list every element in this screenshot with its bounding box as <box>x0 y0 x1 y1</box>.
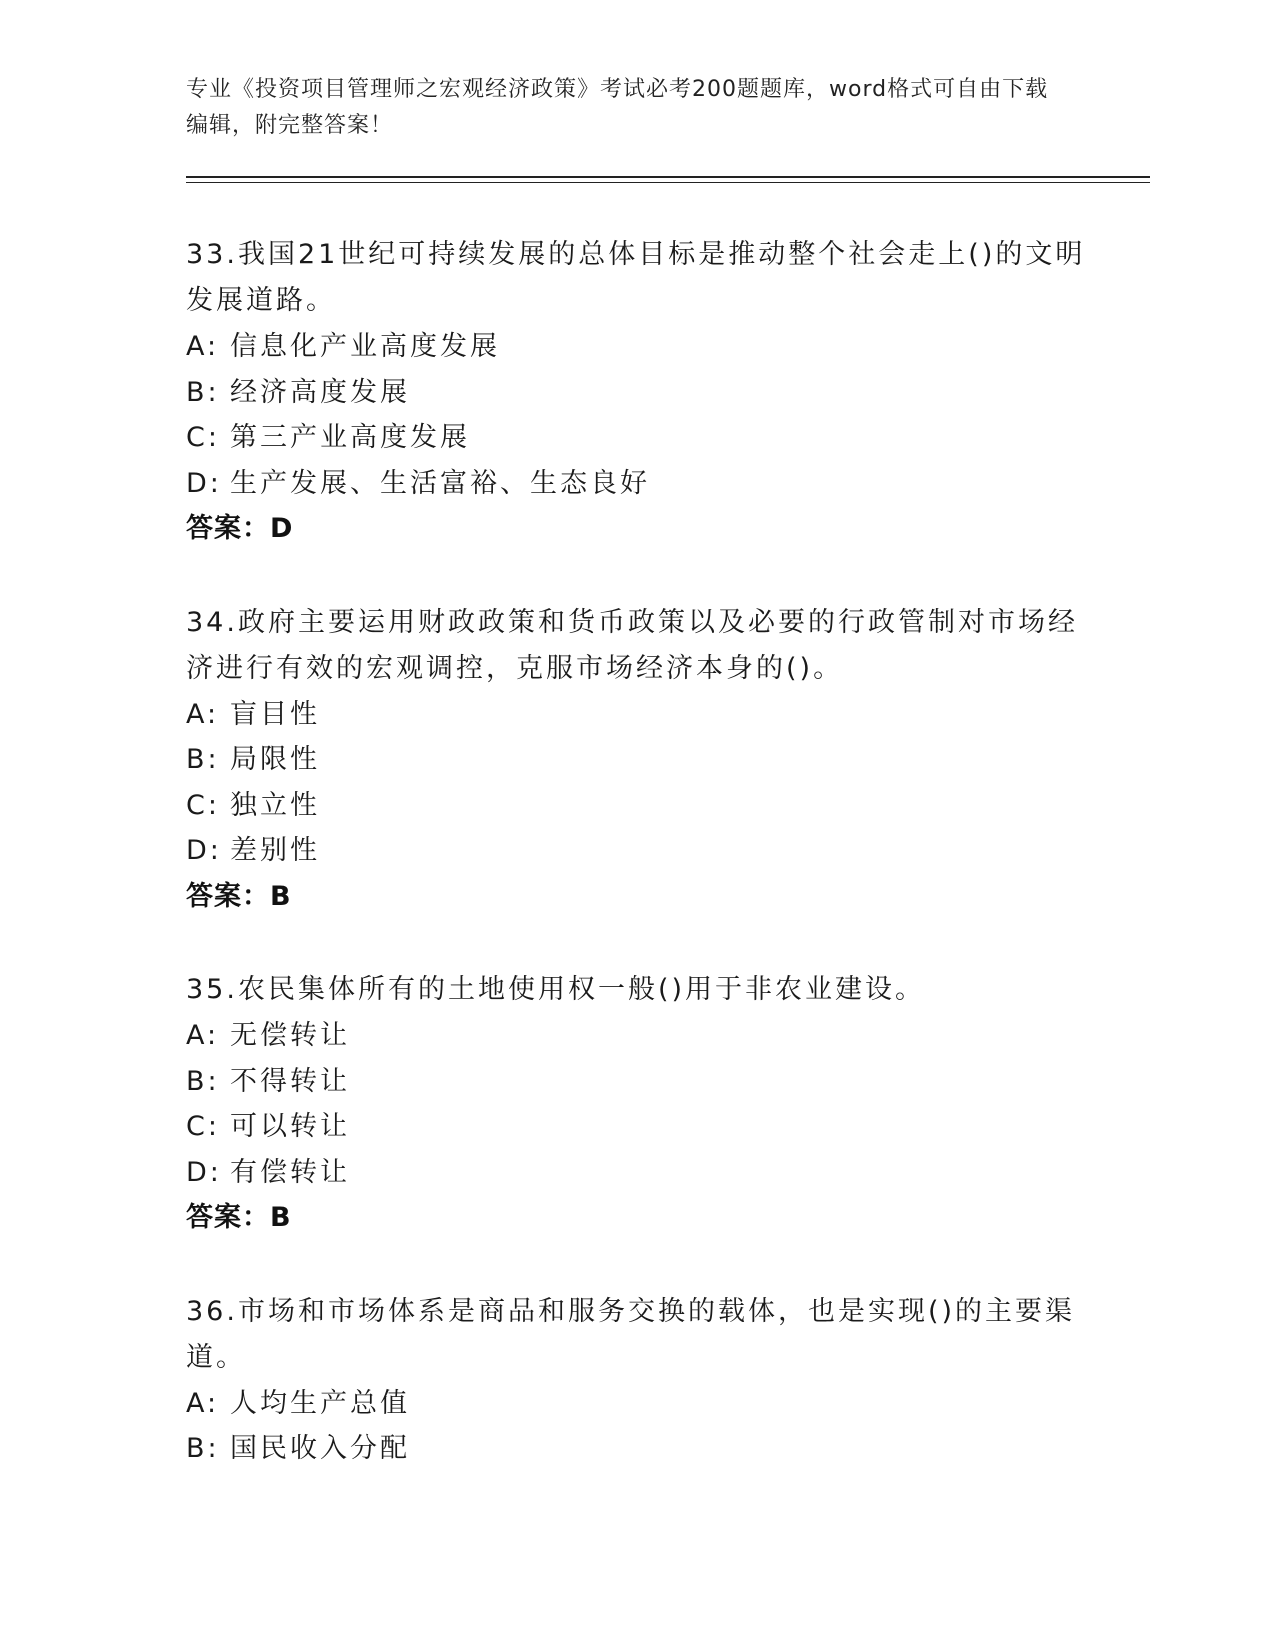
document-header: 专业《投资项目管理师之宏观经济政策》考试必考200题题库，word格式可自由下载编辑，附完整答案！ <box>186 77 1049 138</box>
option-text: 信息化产业高度发展 <box>230 331 500 362</box>
option-text: 盲目性 <box>230 698 320 730</box>
answer-line: 答案：B <box>186 1202 292 1233</box>
answer-line: 答案：B <box>186 880 292 912</box>
option-d <box>186 1150 1086 1196</box>
question-34 <box>186 600 1086 920</box>
option-a <box>186 1381 1086 1427</box>
option-text: 有偿转让 <box>230 1156 350 1188</box>
option-key: A: <box>186 1387 220 1419</box>
question-stem: 35.农民集体所有的土地使用权一般()用于非农业建设。 <box>186 974 926 1005</box>
option-text: 差别性 <box>230 835 320 866</box>
option-text: 人均生产总值 <box>230 1387 410 1419</box>
question-list <box>186 232 1086 1520</box>
option-text: 不得转让 <box>230 1065 350 1097</box>
option-text: 国民收入分配 <box>230 1433 410 1464</box>
question-stem: 36.市场和市场体系是商品和服务交换的载体，也是实现()的主要渠道。 <box>186 1295 1076 1373</box>
question-stem: 33.我国21世纪可持续发展的总体目标是推动整个社会走上()的文明发展道路。 <box>186 239 1086 316</box>
option-c <box>186 1104 1086 1150</box>
option-key: B: <box>186 1433 220 1464</box>
option-a <box>186 692 1086 738</box>
option-text: 局限性 <box>230 744 320 775</box>
question-35 <box>186 967 1086 1241</box>
question-33 <box>186 232 1086 552</box>
option-c <box>186 415 1086 461</box>
option-text: 可以转让 <box>230 1111 350 1142</box>
option-d <box>186 461 1086 507</box>
option-d <box>186 828 1086 874</box>
option-text: 生产发展、生活富裕、生态良好 <box>230 467 650 499</box>
answer-line: 答案：D <box>186 513 294 544</box>
option-text: 经济高度发展 <box>230 376 410 408</box>
option-key: B: <box>186 1065 220 1097</box>
option-a <box>186 324 1086 370</box>
option-text: 第三产业高度发展 <box>230 422 470 453</box>
option-key: A: <box>186 698 220 730</box>
option-key: B: <box>186 376 220 408</box>
option-a <box>186 1013 1086 1059</box>
option-b <box>186 737 1086 783</box>
option-key: A: <box>186 331 220 362</box>
option-key: D: <box>186 467 222 499</box>
option-key: D: <box>186 835 222 866</box>
option-b <box>186 1426 1086 1472</box>
option-key: D: <box>186 1156 222 1188</box>
option-text: 独立性 <box>230 789 320 821</box>
header-rule-thin <box>186 182 1150 183</box>
question-stem: 34.政府主要运用财政政策和货币政策以及必要的行政管制对市场经济进行有效的宏观调控，克服市场经济本身的()。 <box>186 606 1078 684</box>
option-key: C: <box>186 422 220 453</box>
option-b <box>186 370 1086 416</box>
header-rule-thick <box>186 176 1150 178</box>
option-text: 无偿转让 <box>230 1020 350 1051</box>
option-c <box>186 783 1086 829</box>
option-key: B: <box>186 744 220 775</box>
option-b <box>186 1059 1086 1105</box>
option-key: A: <box>186 1020 220 1051</box>
option-key: C: <box>186 789 220 821</box>
option-key: C: <box>186 1111 220 1142</box>
question-36 <box>186 1289 1086 1472</box>
